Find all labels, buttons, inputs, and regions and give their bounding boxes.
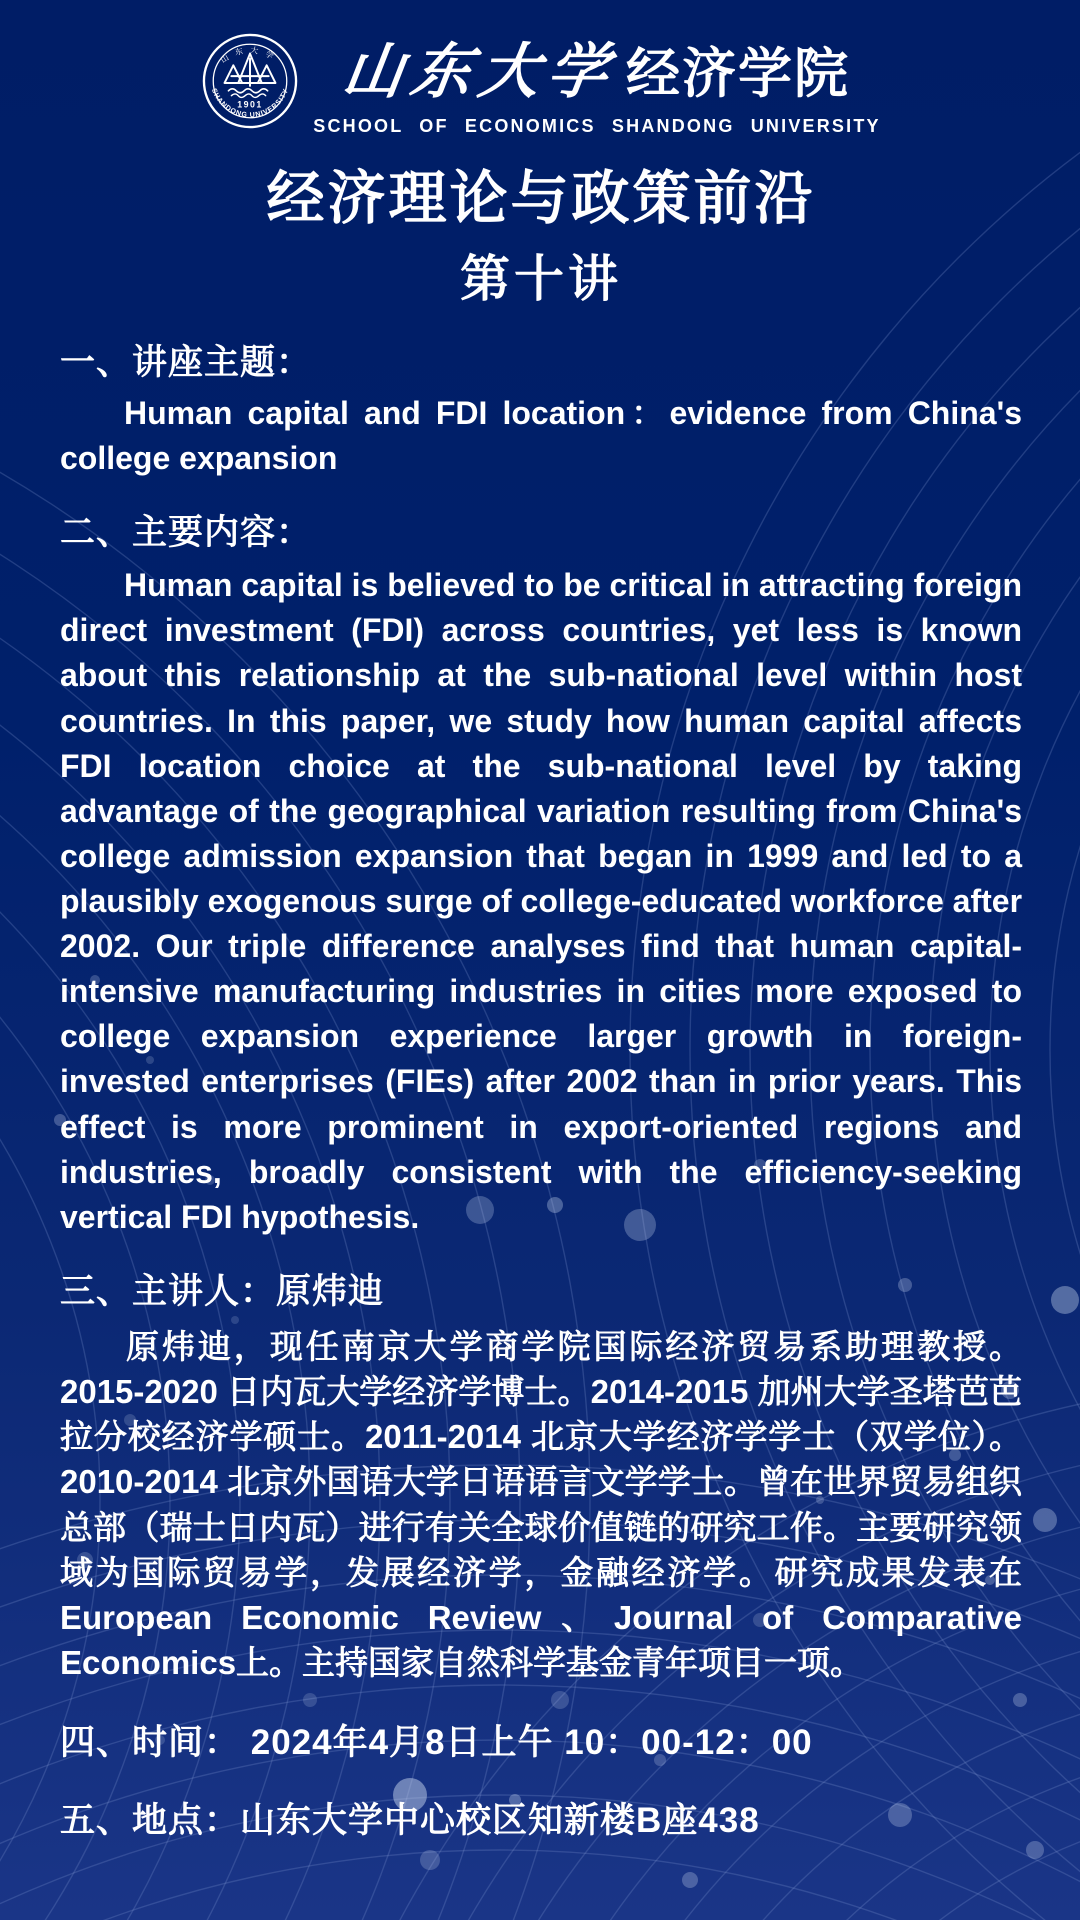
section-venue-heading: 五、地点：山东大学中心校区知新楼B座438 [60,1801,760,1841]
header-logo [60,0,1022,137]
section-content-heading: 二、主要内容： [60,513,313,553]
lecture-session-number: 第十讲 [460,251,622,307]
lecture-series-title: 经济理论与政策前沿 [266,166,816,231]
speaker-bio-text: 原炜迪，现任南京大学商学院国际经济贸易系助理教授。2015-2020 日内瓦大学经济学博士。2014-2015 加州大学圣塔芭芭拉分校经济学硕士。2011-2014 北京大学经济学学士（双学位）。2010-2014 北京外国语大学日语语言文学学士。曾在世界贸易组织总部（瑞士日内瓦）进行有关全球价值链的研究工作。主要研究领域为国际贸易学，发展经济学，金融经济学。研究成果发表在 European Economic Review、Journal of Comparative Economics上。主持国家自然科学基金青年项目一项。 [60,1327,1022,1682]
university-name-row [338,24,850,110]
seal-ring-text: SHANDONG UNIVERSITY [210,87,291,119]
lecture-topic-text: Human capital and FDI location：evidence from China's college expansion [60,395,1022,477]
section-time-heading: 四、时间： 2024年4月8日上午 10：00-12：00 [60,1723,813,1763]
logo-text-block [313,24,881,137]
school-name-english: SCHOOL OF ECONOMICS SHANDONG UNIVERSITY [313,116,881,136]
school-name: 经济学院 [625,44,850,104]
seal-top-text: 山东大学 [219,44,282,65]
university-name-calligraphy: 山东大学 [338,38,621,105]
abstract-text: Human capital is believed to be critical in attracting foreign direct investment (FDI) across countries, yet less is known about this relationship at the sub-national level within host countries. In this paper, we study how human capital affects FDI location choice at the sub-national level by taking advantage of the geographical variation resulting from China's college admission expansion that began in 1999 and led to a plausibly exogenous surge of college-educated workforce after 2002. Our triple difference analyses find that human capital-intensive manufacturing industries in cities more exposed to college expansion experience larger growth in foreign-invested enterprises (FIEs) after 2002 than in prior years. This effect is more prominent in export-oriented regions and industries, broadly consistent with the efficiency-seeking vertical FDI hypothesis. [60,567,1023,1235]
university-seal-icon [201,32,299,130]
seal-year: 1901 [237,98,263,109]
section-speaker-heading: 三、主讲人：原炜迪 [60,1271,385,1311]
section-topic-heading: 一、讲座主题： [60,343,313,382]
